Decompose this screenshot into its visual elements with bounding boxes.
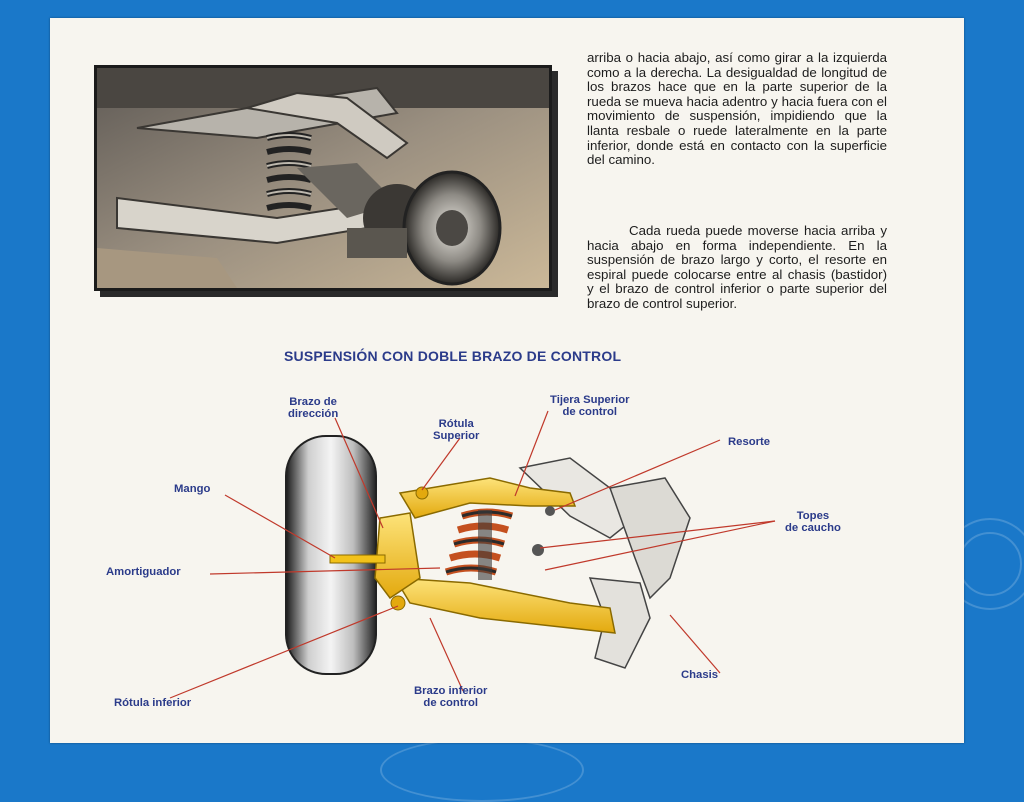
label-amortiguador: Amortiguador <box>106 566 181 578</box>
label-chasis: Chasis <box>681 669 719 681</box>
label-tijera-superior <box>550 394 630 418</box>
label-topes-caucho-line1: Topes <box>796 510 830 522</box>
body-paragraph-2: Cada rueda puede moverse hacia arriba y hacia abajo en forma independiente. En la suspensión de brazo largo y corto, el resorte en espiral puede colocarse entre al chasis (bastidor) y el brazo de control inferior o parte superior del brazo de control superior. <box>587 223 887 311</box>
bump-stop <box>532 544 544 556</box>
label-rotula-superior <box>433 418 479 442</box>
slide-page <box>50 18 964 743</box>
bump-stop <box>545 506 555 516</box>
label-tijera-superior-line2: de control <box>562 406 618 418</box>
body-paragraph-1: arriba o hacia abajo, así como girar a la izquierda como a la derecha. La desigualdad de longitud de los brazos hace que en la parte superior de la rueda se mueva hacia adentro y hacia fuera con el movimiento de suspensión, impidiendo que la llanta resbale o ruede lateralmente en la parte inferior, donde está en contacto con la superficie del camino. <box>587 50 887 168</box>
label-tijera-superior-line1: Tijera Superior <box>550 394 630 406</box>
background-ripple <box>380 738 584 802</box>
label-brazo-inferior-line2: de control <box>423 697 479 709</box>
shock-absorber <box>478 510 492 580</box>
label-mango: Mango <box>174 483 211 495</box>
label-brazo-direccion-line2: dirección <box>288 408 339 420</box>
label-brazo-direccion-line1: Brazo de <box>289 396 337 408</box>
lower-control-arm <box>395 578 615 633</box>
upper-ball-joint <box>416 487 428 499</box>
spindle <box>330 555 385 563</box>
label-brazo-inferior-line1: Brazo inferior <box>414 685 488 697</box>
diagram-title: SUSPENSIÓN CON DOBLE BRAZO DE CONTROL <box>284 348 622 364</box>
label-topes-caucho <box>785 510 841 534</box>
label-resorte: Resorte <box>728 436 771 448</box>
label-topes-caucho-line2: de caucho <box>785 522 841 534</box>
label-brazo-direccion <box>288 396 338 420</box>
label-brazo-inferior <box>414 685 487 709</box>
suspension-diagram <box>50 18 964 743</box>
label-rotula-superior-line1: Rótula <box>438 418 474 430</box>
label-rotula-inferior: Rótula inferior <box>114 697 192 709</box>
label-rotula-superior-line2: Superior <box>433 430 480 442</box>
